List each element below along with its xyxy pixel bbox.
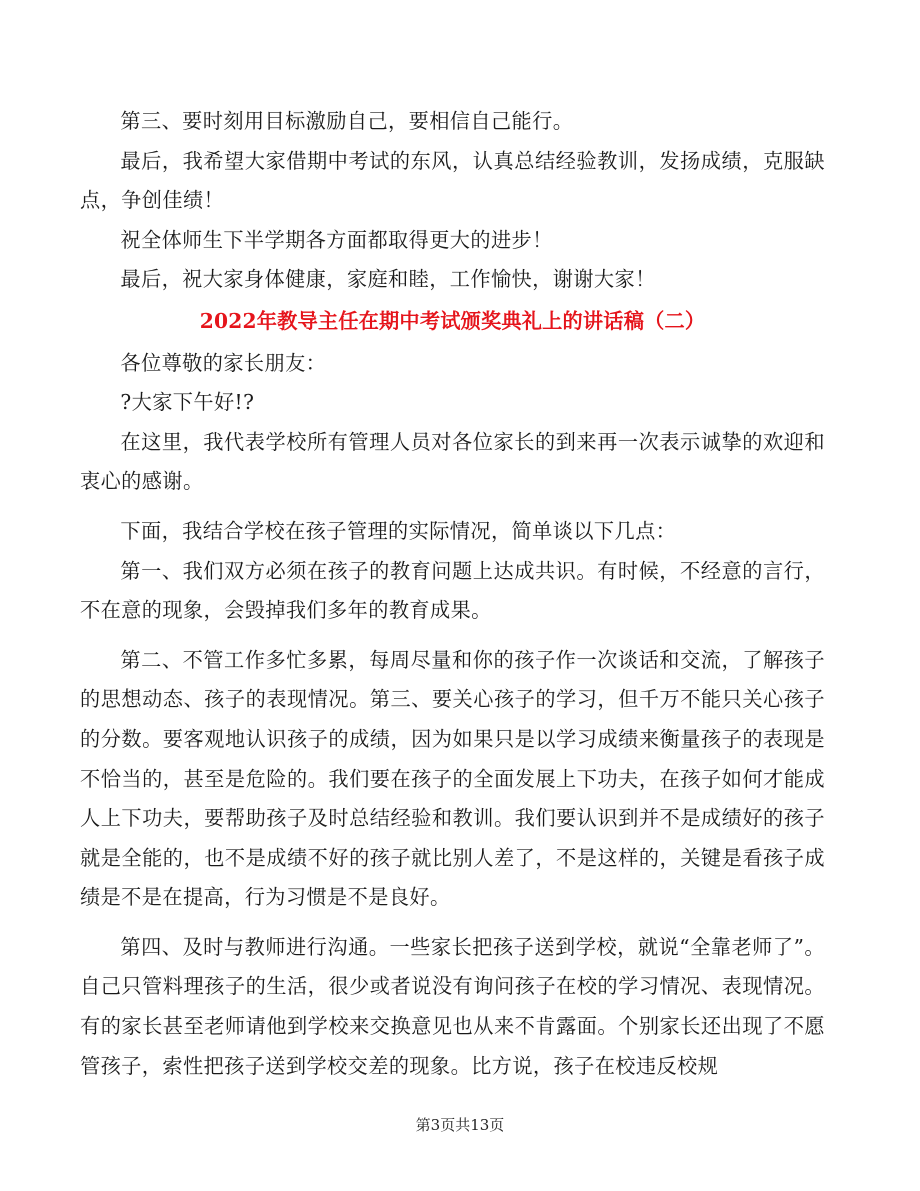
paragraph: 最后，祝大家身体健康，家庭和睦，工作愉快，谢谢大家！: [120, 267, 656, 292]
paragraph: 第二、不管工作多忙多累，每周尽量和你的孩子作一次谈话和交流，了解孩子的思想动态、孩子的表现情况。第三、要关心孩子的学习，但千万不能只关心孩子的分数。要客观地认识孩子的成绩，因为如果只是以学习成绩来衡量孩子的表现是不恰当的，甚至是危险的。我们要在孩子的全面发展上下功夫，在孩子如何才能成人上下功夫，要帮助孩子及时总结经验和教训。我们要认识到并不是成绩好的孩子就是全能的，也不是成绩不好的孩子就比别人差了，不是这样的，关键是看孩子成绩是不是在提高，行为习惯是不是良好。: [80, 647, 825, 910]
section-heading: 2022年教导主任在期中考试颁奖典礼上的讲话稿（二）: [199, 308, 706, 333]
paragraph: 各位尊敬的家长朋友：: [120, 350, 327, 375]
document-body: [80, 102, 825, 1086]
paragraph: 在这里，我代表学校所有管理人员对各位家长的到来再一次表示诚挚的欢迎和衷心的感谢。: [80, 429, 825, 494]
paragraph: 祝全体师生下半学期各方面都取得更大的进步！: [120, 227, 553, 252]
paragraph: 最后，我希望大家借期中考试的东风，认真总结经验教训，发扬成绩，克服缺点，争创佳绩！: [80, 148, 825, 213]
paragraph: 第一、我们双方必须在孩子的教育问题上达成共识。有时候，不经意的言行，不在意的现象，会毁掉我们多年的教育成果。: [80, 558, 825, 623]
page-number-footer: 第3页共13页: [415, 1116, 505, 1134]
paragraph: ?大家下午好!?: [120, 390, 255, 415]
paragraph: 下面，我结合学校在孩子管理的实际情况，简单谈以下几点：: [120, 518, 677, 543]
paragraph: 第三、要时刻用目标激励自己，要相信自己能行。: [120, 109, 574, 133]
paragraph: 第四、及时与教师进行沟通。一些家长把孩子送到学校，就说“全靠老师了”。自己只管料理孩子的生活，很少或者说没有询问孩子在校的学习情况、表现情况。有的家长甚至老师请他到学校来交换意见也从来不肯露面。个别家长还出现了不愿管孩子，索性把孩子送到学校交差的现象。比方说，孩子在校违反校规: [80, 934, 825, 1078]
